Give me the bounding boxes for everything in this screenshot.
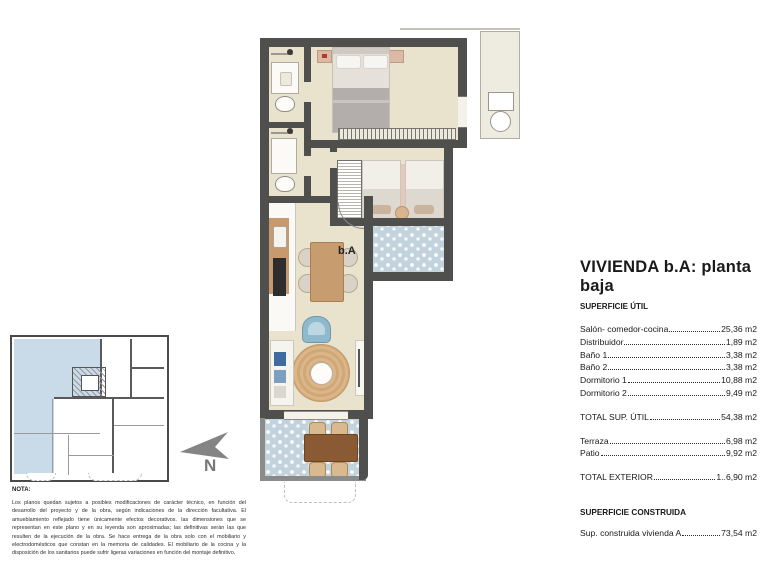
sofa [270,340,294,406]
entrance-terrace [373,222,452,272]
throw [414,205,434,214]
area-row [580,448,757,458]
door-bedroom2 [330,152,337,168]
sofa-pillow [274,386,286,398]
leader-dots [601,455,725,456]
leader-dots [628,395,725,396]
area-row [580,362,757,372]
headboard [333,48,389,54]
leader-dots [608,357,725,358]
armchair-seat [308,322,325,335]
pillow [336,55,361,69]
spacer [580,461,757,472]
keyplan-wall [132,367,164,369]
main-floorplan [258,26,520,506]
wall-step [444,140,467,148]
keyplan-wall-light [52,399,53,475]
cooktop [273,258,286,296]
bed-single-right [405,160,444,220]
row-label: Patio [580,448,600,459]
keyplan-wall-light [68,455,114,456]
terrace-dashed-outline [284,482,356,503]
sink-icon [287,49,293,55]
superficie-util-heading: SUPERFICIE ÚTIL [580,302,649,311]
spacer [580,485,757,508]
legend [580,258,757,541]
keyplan-balcony [26,473,56,481]
row-label: Salón- comedor-cocina [580,324,669,334]
unit-highlight-left [14,339,54,474]
spacer [580,425,757,436]
row-value: 9,49 m2 [725,387,757,398]
total-exterior-row [580,472,757,482]
spacer [580,401,757,412]
washer-icon [490,111,511,132]
nightstand-left [317,50,332,63]
area-rows [580,324,757,538]
row-value: 25,36 m2 [721,324,757,334]
keyplan-wall-light [114,425,164,426]
nightstand-right [389,50,404,63]
leader-dots [628,382,720,383]
row-value: 3,38 m2 [725,362,757,373]
spacer [580,517,757,528]
leader-dots [650,419,720,420]
row-label: Dormitorio 2 [580,387,627,398]
terrace-wall-bottom [260,476,366,481]
blanket-fold [333,100,389,103]
row-label: Baño 1 [580,349,608,360]
superficie-construida-heading: SUPERFICIE CONSTRUIDA [580,507,686,517]
blanket [406,189,443,219]
door-bath1 [304,82,311,102]
sofa-pillow [274,370,286,383]
door-bath2 [304,156,311,176]
row-label: Baño 2 [580,362,608,373]
decor-item [322,54,327,58]
row-value: 3,38 m2 [725,349,757,360]
leader-dots [608,369,725,370]
radiator [338,128,456,140]
sink-icon [287,128,293,134]
elevator [81,375,99,391]
area-row [580,388,757,398]
laundry-box [488,92,514,111]
stair-core [72,367,106,397]
terrace-table [304,434,358,462]
wall-terrace-bottom [368,272,453,281]
bed-double [332,47,390,133]
keyplan-balcony [88,473,142,481]
area-row [580,324,757,334]
wall-top [260,38,467,47]
leader-dots [624,344,724,345]
row-value: 73,54 m2 [721,527,757,538]
row-value: 10,88 m2 [721,375,757,386]
nota-body: Los planos quedan sujetos a posibles modificaciones de carácter técnico, en función del desarrollo del proyecto y de la obra, según indicaciones de la dirección facultativa. El amueblamiento reflejado tiene únicamente efectos decorativos. las dimensiones que se representan en este plano y en su leyenda son aproximadas; las definitivas serán las que resulten de la ejecución de la obra. Se hace entrega de la obra solo con el mobiliario y electrodomésticos que constan en la memoria de calidades. El mobiliario de la cocina y la disposición de los sanitarios puede sufrir ligeras variaciones en función del montaje definitivo. [12,500,246,557]
pillow [363,55,388,69]
shower-fixture [280,72,292,86]
row-value: 6,98 m2 [725,435,757,446]
terrace-wall-left [260,418,265,480]
site-boundary-line [400,28,520,30]
total-util-row [580,412,757,422]
keyplan-wall [54,397,164,399]
window-bedroom1 [458,96,467,128]
leader-dots [654,479,715,480]
kitchen-sink [273,226,287,248]
toilet [275,176,295,192]
nota-block [12,487,246,558]
north-label: N [204,456,217,475]
row-label: TOTAL SUP. ÚTIL [580,411,649,422]
row-label: Distribuidor [580,336,624,347]
page-title: VIVIENDA b.A: planta baja [580,258,752,295]
leader-dots [669,331,720,332]
area-row [580,337,757,347]
wall-kitchen-top [260,196,337,203]
armchair [302,316,331,343]
toilet [275,96,295,112]
tv-icon [358,349,360,387]
row-value: 1,89 m2 [725,336,757,347]
wall-right-bedroom2-terrace [444,148,453,272]
wall-left [260,38,269,418]
keyplan-wall [112,399,114,475]
sofa-pillow [274,352,286,366]
keyplan-wall-light [14,433,100,434]
leader-dots [682,535,720,536]
wall-bedroom1-bottom [311,140,458,148]
area-row [580,436,757,446]
nota-heading: NOTA: [12,487,31,493]
row-label: Sup. construida vivienda A [580,527,682,538]
row-value: 1..6,90 m2 [716,472,757,483]
north-indicator [178,430,238,478]
area-row [580,375,757,385]
row-label: TOTAL EXTERIOR [580,472,653,483]
throw [371,205,391,214]
shower-tray [271,138,297,174]
unit-label: b.A [338,245,356,257]
construida-row [580,528,757,538]
blanket [333,88,389,132]
shower-tray [271,62,299,94]
row-value: 9,92 m2 [725,448,757,459]
area-row [580,350,757,360]
row-label: Terraza [580,435,609,446]
coffee-table [310,362,333,385]
wall-living-right [364,196,373,419]
leader-dots [610,443,725,444]
key-plan [10,335,169,482]
terrace-wall-right [359,418,368,480]
row-value: 54,38 m2 [721,411,757,422]
sliding-door-terrace [284,411,348,420]
row-label: Dormitorio 1 [580,375,627,386]
